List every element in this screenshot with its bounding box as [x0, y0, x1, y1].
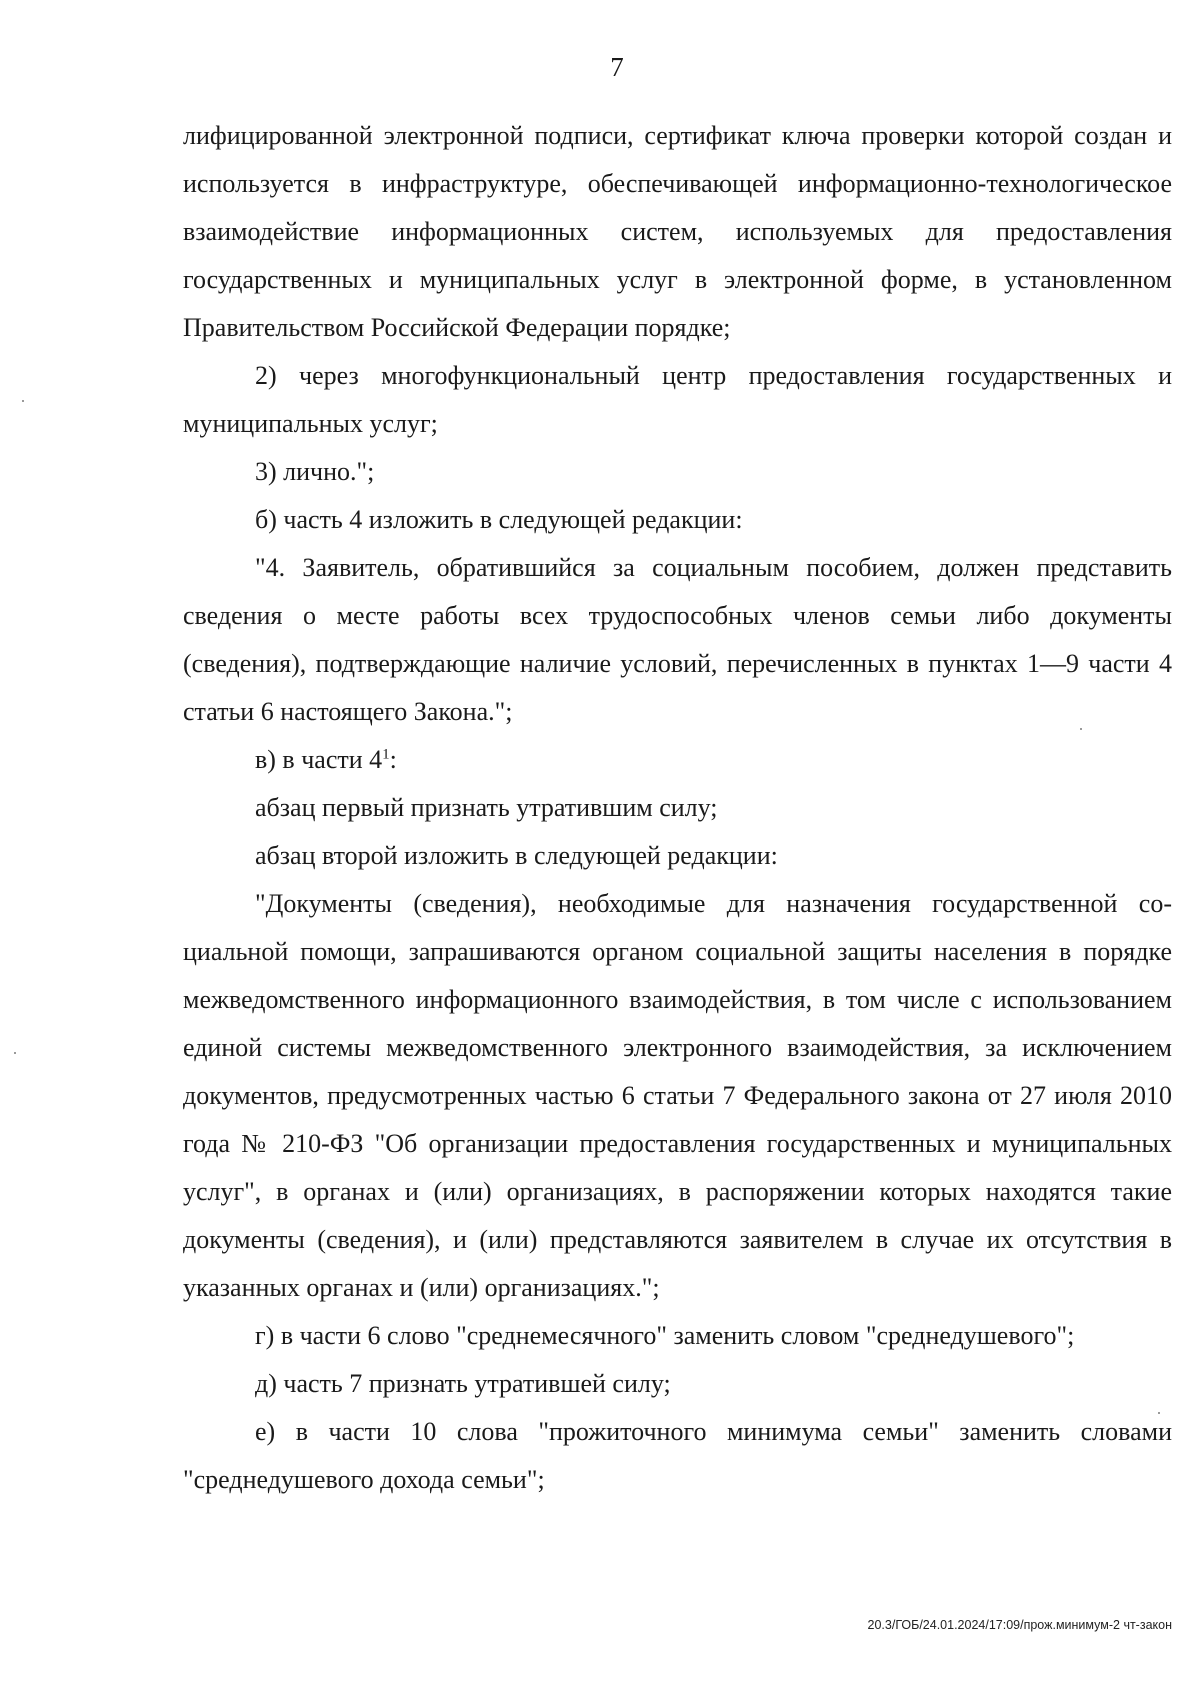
paragraph-item-3: 3) лично."; [255, 457, 375, 486]
paragraph-item-d: д) часть 7 признать утратившей силу; [255, 1369, 671, 1398]
item-v-suffix: : [389, 745, 397, 774]
scan-speck [1080, 728, 1082, 730]
paragraph-item-e: е) в части 10 слова "прожиточного минимума семьи" заменить словами "среднедушевого дохода семьи"; [183, 1417, 1172, 1494]
paragraph-item-g: г) в части 6 слово "среднемесячного" заменить словом "среднедушевого"; [255, 1321, 1075, 1350]
document-body [183, 112, 1172, 1504]
paragraph-item-b: б) часть 4 изложить в следующей редакции: [255, 505, 743, 534]
paragraph-signature-continuation: лифицированной электронной подписи, сертификат ключа проверки которой создан и используется в инфраструктуре, обеспечивающей информационно-технологическое взаимодействие информационных систем, используемых для предоставления государственных и муниципальных услуг в электронной форме, в установленном Правительством Российской Федерации порядке; [183, 121, 1172, 342]
paragraph-item-v [183, 736, 1172, 784]
scan-speck [1158, 1412, 1160, 1414]
page-number: 7 [610, 52, 624, 82]
footer-document-code: 20.3/ГОБ/24.01.2024/17:09/прож.минимум-2 чт-закон [867, 1618, 1172, 1632]
scan-speck [22, 400, 24, 402]
scan-speck [14, 1052, 16, 1054]
item-v-prefix: в) в части 4 [255, 745, 383, 774]
paragraph-second-abzac: абзац второй изложить в следующей редакции: [255, 841, 778, 870]
paragraph-part-4-text: "4. Заявитель, обратившийся за социальным пособием, должен представить сведения о месте работы всех трудоспособных членов семьи либо документы (сведения), подтверждающие наличие условий, перечисленных в пунктах 1—9 части 4 статьи 6 настоящего Закона."; [183, 553, 1172, 726]
paragraph-documents-text: "Документы (сведения), необходимые для назначения государственной социальной помощи, запрашиваются органом социальной защиты населения в порядке межведомственного информационного взаимодействия, в том числе с использованием единой системы межведомственного электронного взаимодействия, за исключением документов, предусмотренных частью 6 статьи 7 Федерального закона от 27 июля 2010 года № 210-ФЗ "Об организации предоставления государственных и муниципальных услуг", в органах и (или) организациях, в распоряжении которых находятся такие документы (сведения), и (или) представляются заявителем в случае их отсутствия в указанных органах и (или) организациях."; [183, 889, 1172, 1302]
paragraph-item-2: 2) через многофункциональный центр предоставления государственных и муниципальных услуг; [183, 361, 1172, 438]
item-v-superscript: 1 [382, 746, 390, 763]
paragraph-first-abzac: абзац первый признать утратившим силу; [255, 793, 718, 822]
